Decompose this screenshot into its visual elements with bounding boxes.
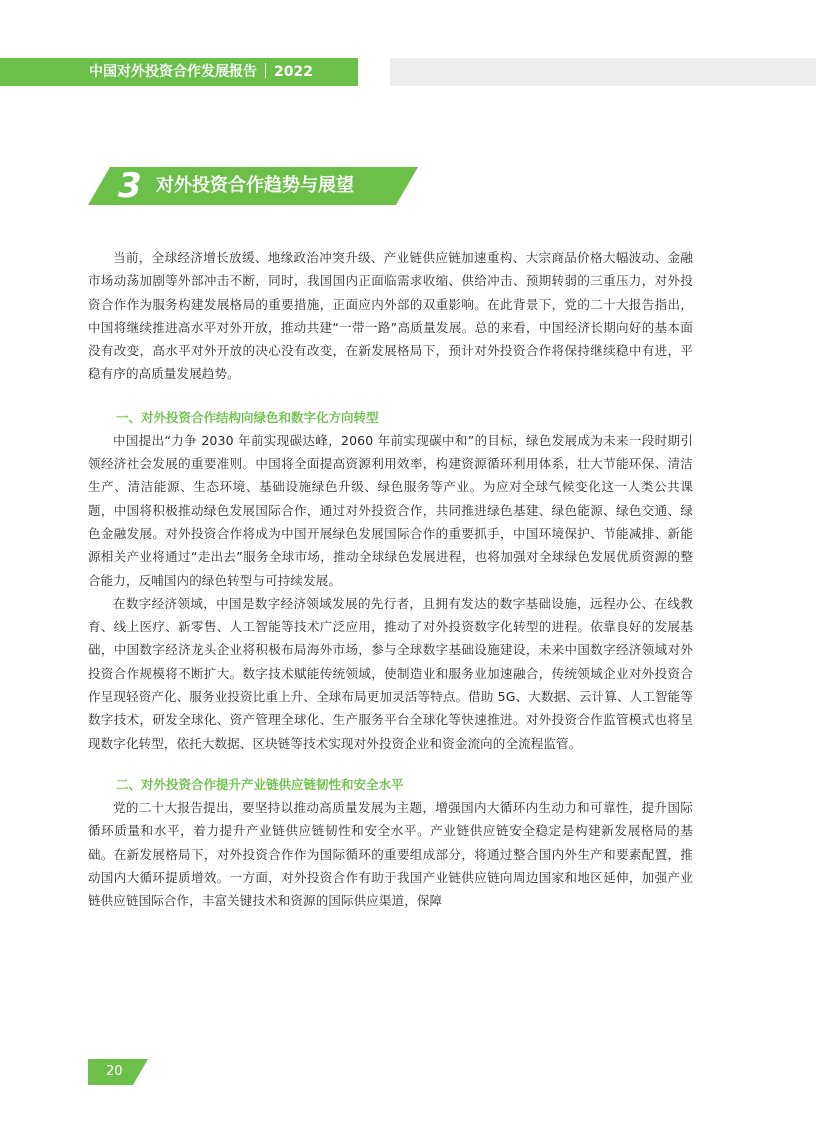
chapter-number: 3 bbox=[118, 166, 142, 206]
page-number: 20 bbox=[106, 1064, 123, 1079]
section-title-2: 二、对外投资合作提升产业链供应链韧性和安全水平 bbox=[116, 776, 404, 792]
report-year: 2022 bbox=[274, 64, 313, 80]
section-1-paragraph-2: 在数字经济领域，中国是数字经济领域发展的先行者，且拥有发达的数字基础设施，远程办公、在线教育、线上医疗、新零售、人工智能等技术广泛应用，推动了对外投资数字化转型的进程。依靠良好的发展基础，中国数字经济龙头企业将积极布局海外市场，参与全球数字基础设施建设，未来中国数字经济领域对外投资合作规模将不断扩大。数字技术赋能传统领域，使制造业和服务业加速融合，传统领域企业对外投资合作呈现轻资产化、服务业投资比重上升、全球布局更加灵活等特点。借助 5G、大数据、云计算、人工智能等数字技术，研发全球化、资产管理全球化、生产服务平台全球化等快速推进。对外投资合作监管模式也将呈现数字化转型，依托大数据、区块链等技术实现对外投资企业和资金流向的全流程监管。 bbox=[88, 595, 693, 751]
page-number-tab bbox=[88, 1059, 148, 1085]
section-title-1: 一、对外投资合作结构向绿色和数字化方向转型 bbox=[116, 409, 379, 425]
header-divider bbox=[265, 63, 266, 78]
section-1-paragraph-1: 中国提出“力争 2030 年前实现碳达峰，2060 年前实现碳中和”的目标，绿色发展成为未来一段时期引领经济社会发展的重要准则。中国将全面提高资源利用效率，构建资源循环利用体系，壮大节能环保、清洁生产、清洁能源、生态环境、基础设施绿色升级、绿色服务等产业。为应对全球气候变化这一人类公共课题，中国将积极推动绿色发展国际合作，通过对外投资合作，共同推进绿色基建、绿色能源、绿色交通、绿色金融发展。对外投资合作将成为中国开展绿色发展国际合作的重要抓手，中国环境保护、节能减排、新能源相关产业将通过“走出去”服务全球市场，推动全球绿色发展进程，也将加强对全球绿色发展优质资源的整合能力，反哺国内的绿色转型与可持续发展。 bbox=[88, 432, 693, 588]
chapter-banner bbox=[88, 167, 418, 205]
section-2-paragraph-1: 党的二十大报告提出，要坚持以推动高质量发展为主题，增强国内大循环内生动力和可靠性，提升国际循环质量和水平，着力提升产业链供应链韧性和安全水平。产业链供应链安全稳定是构建新发展格局的基础。在新发展格局下，对外投资合作作为国际循环的重要组成部分，将通过整合国内外生产和要素配置，推动国内大循环提质增效。一方面，对外投资合作有助于我国产业链供应链向周边国家和地区延伸，加强产业链供应链国际合作，丰富关键技术和资源的国际供应渠道，保障 bbox=[88, 799, 693, 909]
running-header bbox=[89, 58, 313, 86]
report-title: 中国对外投资合作发展报告 bbox=[89, 64, 257, 80]
chapter-title: 对外投资合作趋势与展望 bbox=[156, 175, 354, 196]
main-content bbox=[88, 246, 693, 912]
intro-paragraph: 当前，全球经济增长放缓、地缘政治冲突升级、产业链供应链加速重构、大宗商品价格大幅波动、金融市场动荡加剧等外部冲击不断，同时，我国国内正面临需求收缩、供给冲击、预期转弱的三重压力，对外投资合作作为服务构建发展格局的重要措施，正面应内外部的双重影响。在此背景下，党的二十大报告指出，中国将继续推进高水平对外开放，推动共建“一带一路”高质量发展。总的来看，中国经济长期向好的基本面没有改变，高水平对外开放的决心没有改变，在新发展格局下，预计对外投资合作将保持继续稳中有进，平稳有序的高质量发展趋势。 bbox=[88, 250, 693, 382]
header-gray-band bbox=[390, 58, 816, 86]
